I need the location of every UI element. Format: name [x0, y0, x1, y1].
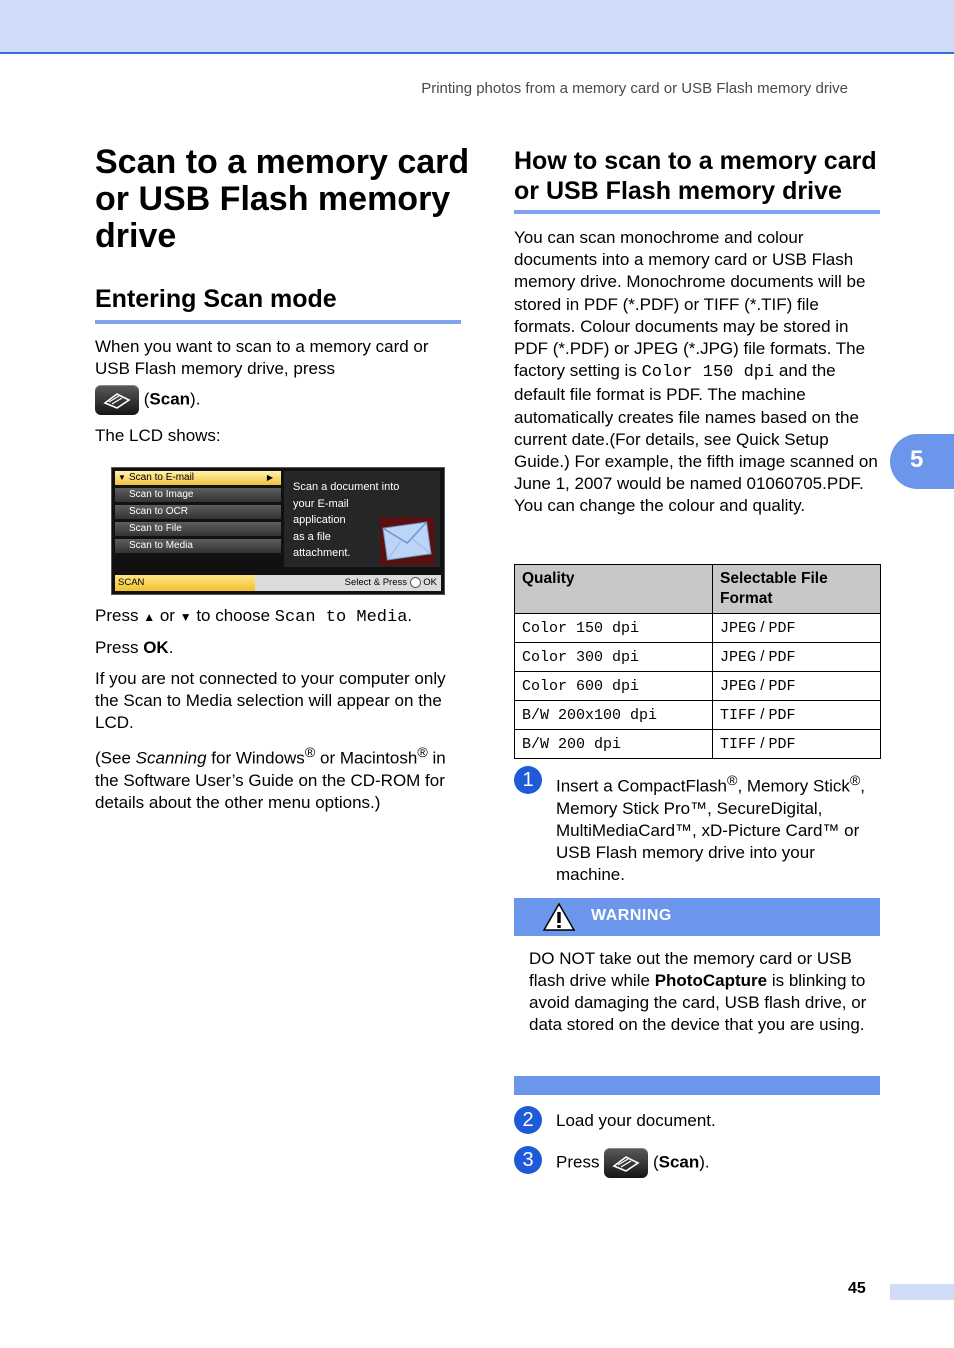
slash: / [760, 677, 765, 694]
format-b: PDF [768, 736, 796, 753]
step-number-1: 1 [514, 766, 542, 794]
quality-cell: Color 150 dpi [515, 614, 713, 643]
lcd-menu-item-label: Scan to E-mail [129, 472, 195, 483]
not-connected-note: If you are not connected to your computer only the Scan to Media selection will appear on the LCD. [95, 669, 446, 732]
press-word: Press [556, 1152, 600, 1172]
see-rest: in the Software User’s Guide on the CD-ROM for details about the other menu options.) [95, 748, 446, 812]
lcd-shows-label: The LCD shows: [95, 426, 221, 445]
lcd-menu-item-label: Scan to File [129, 523, 182, 534]
warning-label: WARNING [591, 907, 672, 924]
format-a: TIFF [720, 707, 757, 724]
step-1-text [556, 770, 876, 886]
up-arrow-icon: ▲ [143, 610, 156, 624]
quality-cell: B/W 200 dpi [515, 730, 713, 759]
step-number-2: 2 [514, 1106, 542, 1134]
registered-mark: ® [417, 745, 428, 761]
to-choose-text: to choose [196, 606, 271, 625]
scan-key-icon [604, 1148, 648, 1178]
registered-mark: ® [849, 773, 861, 789]
format-a: TIFF [720, 736, 757, 753]
intro-text: When you want to scan to a memory card or USB Flash memory drive, press [95, 337, 429, 378]
scan-close-paren: ). [190, 389, 201, 409]
see-mac: or Macintosh [319, 748, 418, 768]
right-triangle-icon: ▶ [266, 473, 273, 482]
table-row [515, 643, 881, 672]
table-row [515, 672, 881, 701]
chapter-number: 5 [910, 446, 924, 473]
lcd-screen [111, 467, 445, 595]
photocapture-label: PhotoCapture [654, 971, 768, 990]
lcd-menu-item-label: Scan to Image [129, 489, 194, 500]
lcd-ok-label: OK [423, 577, 437, 588]
table-row [515, 614, 881, 643]
column-header: Selectable File Format [713, 565, 881, 614]
slash: / [760, 735, 765, 752]
quality-cell: Color 600 dpi [515, 672, 713, 701]
paragraph-text: You can scan monochrome and colour documents into a memory card or USB Flash memory drive. Monochrome documents will be stored in PDF (*.PDF) or TIFF (*.TIF) file formats. Colour documents may be stored in PDF (*.PDF) or JPEG (*.JPG) file formats. The factory setting is [514, 228, 866, 381]
step-3-text [556, 1148, 876, 1178]
scan-close-paren: ). [699, 1152, 710, 1172]
quality-format-table [514, 564, 881, 759]
period: . [168, 638, 174, 657]
registered-mark: ® [727, 773, 738, 789]
section-heading-entering-scan-mode: Entering Scan mode [95, 284, 461, 324]
format-cell [713, 614, 881, 643]
factory-setting-value: Color 150 dpi [641, 363, 775, 383]
lcd-menu [115, 471, 281, 556]
table-header-row [515, 565, 881, 614]
lcd-menu-item [115, 505, 281, 519]
how-to-paragraph [514, 227, 880, 518]
choose-value: Scan to Media [274, 608, 408, 627]
period: . [407, 606, 413, 625]
lcd-hint-text: Select & Press [344, 577, 407, 588]
scan-key-line [95, 385, 465, 415]
ok-key-label: OK [143, 638, 169, 657]
format-b: PDF [768, 707, 796, 724]
format-a: JPEG [720, 678, 757, 695]
step-text-part: , Memory Stick [737, 776, 850, 796]
lcd-menu-item [115, 539, 281, 553]
down-triangle-icon: ▼ [118, 473, 126, 482]
lcd-menu-item [115, 522, 281, 536]
format-b: PDF [768, 649, 796, 666]
step-2-text: Load your document. [556, 1111, 716, 1130]
see-prefix: (See [95, 748, 131, 768]
see-windows: for Windows [211, 748, 305, 768]
choose-instruction [95, 605, 465, 629]
step-text-part: , Memory Stick Pro™, SecureDigital, MultiMediaCard™, xD-Picture Card™ or USB Flash memory drive into your machine. [556, 776, 866, 884]
ok-button-icon [410, 577, 421, 588]
paragraph-text: and the default file format is PDF. The machine automatically creates file names based on the current date.(For details, see Quick Setup Guide.) For example, the fifth image scanned on June 1, 2007 would be named 01060705.PDF. You can change the colour and quality. [514, 361, 878, 516]
step-number-3: 3 [514, 1146, 542, 1174]
slash: / [760, 706, 765, 723]
warning-icon [542, 902, 576, 932]
lcd-menu-item-label: Scan to OCR [129, 506, 188, 517]
warning-text [529, 948, 879, 1036]
table-row [515, 701, 881, 730]
column-header: Quality [515, 565, 713, 614]
lcd-description-panel [284, 471, 440, 567]
format-cell [713, 643, 881, 672]
scan-open-paren: ( [143, 389, 150, 409]
section-heading-how-to-scan: How to scan to a memory card or USB Flash memory drive [514, 146, 880, 214]
press-word: Press [95, 606, 139, 625]
page-number: 45 [848, 1280, 866, 1297]
page-number-bar [890, 1284, 954, 1300]
quality-cell: B/W 200x100 dpi [515, 701, 713, 730]
running-header: Printing photos from a memory card or USB Flash memory drive [421, 80, 848, 97]
scan-open-paren: ( [652, 1152, 659, 1172]
see-italic: Scanning [135, 748, 207, 768]
or-word: or [159, 606, 175, 625]
press-ok-instruction [95, 637, 465, 659]
step-text-part: Insert a CompactFlash [556, 776, 728, 796]
format-cell [713, 672, 881, 701]
lcd-menu-item-label: Scan to Media [129, 540, 193, 551]
scan-key-icon [95, 385, 139, 415]
scan-key-label: Scan [149, 389, 191, 409]
warning-text-part: is blinking to avoid damaging the card, USB flash drive, or data stored on the device that you are using. [529, 971, 867, 1034]
slash: / [760, 648, 765, 665]
lcd-menu-item [115, 471, 281, 485]
warning-header [514, 898, 880, 936]
format-b: PDF [768, 678, 796, 695]
quality-cell: Color 300 dpi [515, 643, 713, 672]
format-cell [713, 701, 881, 730]
see-reference-note [95, 742, 465, 814]
envelope-icon [380, 517, 434, 565]
warning-footer-bar [514, 1076, 880, 1095]
page-title: Scan to a memory card or USB Flash memory drive [95, 143, 470, 255]
format-b: PDF [768, 620, 796, 637]
down-arrow-icon: ▼ [179, 610, 192, 624]
lcd-status-bar [115, 575, 441, 591]
format-a: JPEG [720, 620, 757, 637]
intro-paragraph [95, 336, 465, 380]
header-band [0, 0, 954, 54]
lcd-mode-label: SCAN [115, 575, 255, 591]
lcd-description: Scan a document into your E-mail application as a file attachment. [293, 481, 400, 559]
press-word: Press [95, 638, 139, 657]
slash: / [760, 619, 765, 636]
lcd-hint [345, 575, 437, 591]
format-a: JPEG [720, 649, 757, 666]
format-cell [713, 730, 881, 759]
chapter-tab [890, 434, 954, 489]
scan-key-label: Scan [658, 1152, 700, 1172]
lcd-menu-item [115, 488, 281, 502]
registered-mark: ® [304, 745, 316, 761]
warning-text-part: DO NOT take out the memory card or USB flash drive while [529, 949, 852, 990]
table-row [515, 730, 881, 759]
